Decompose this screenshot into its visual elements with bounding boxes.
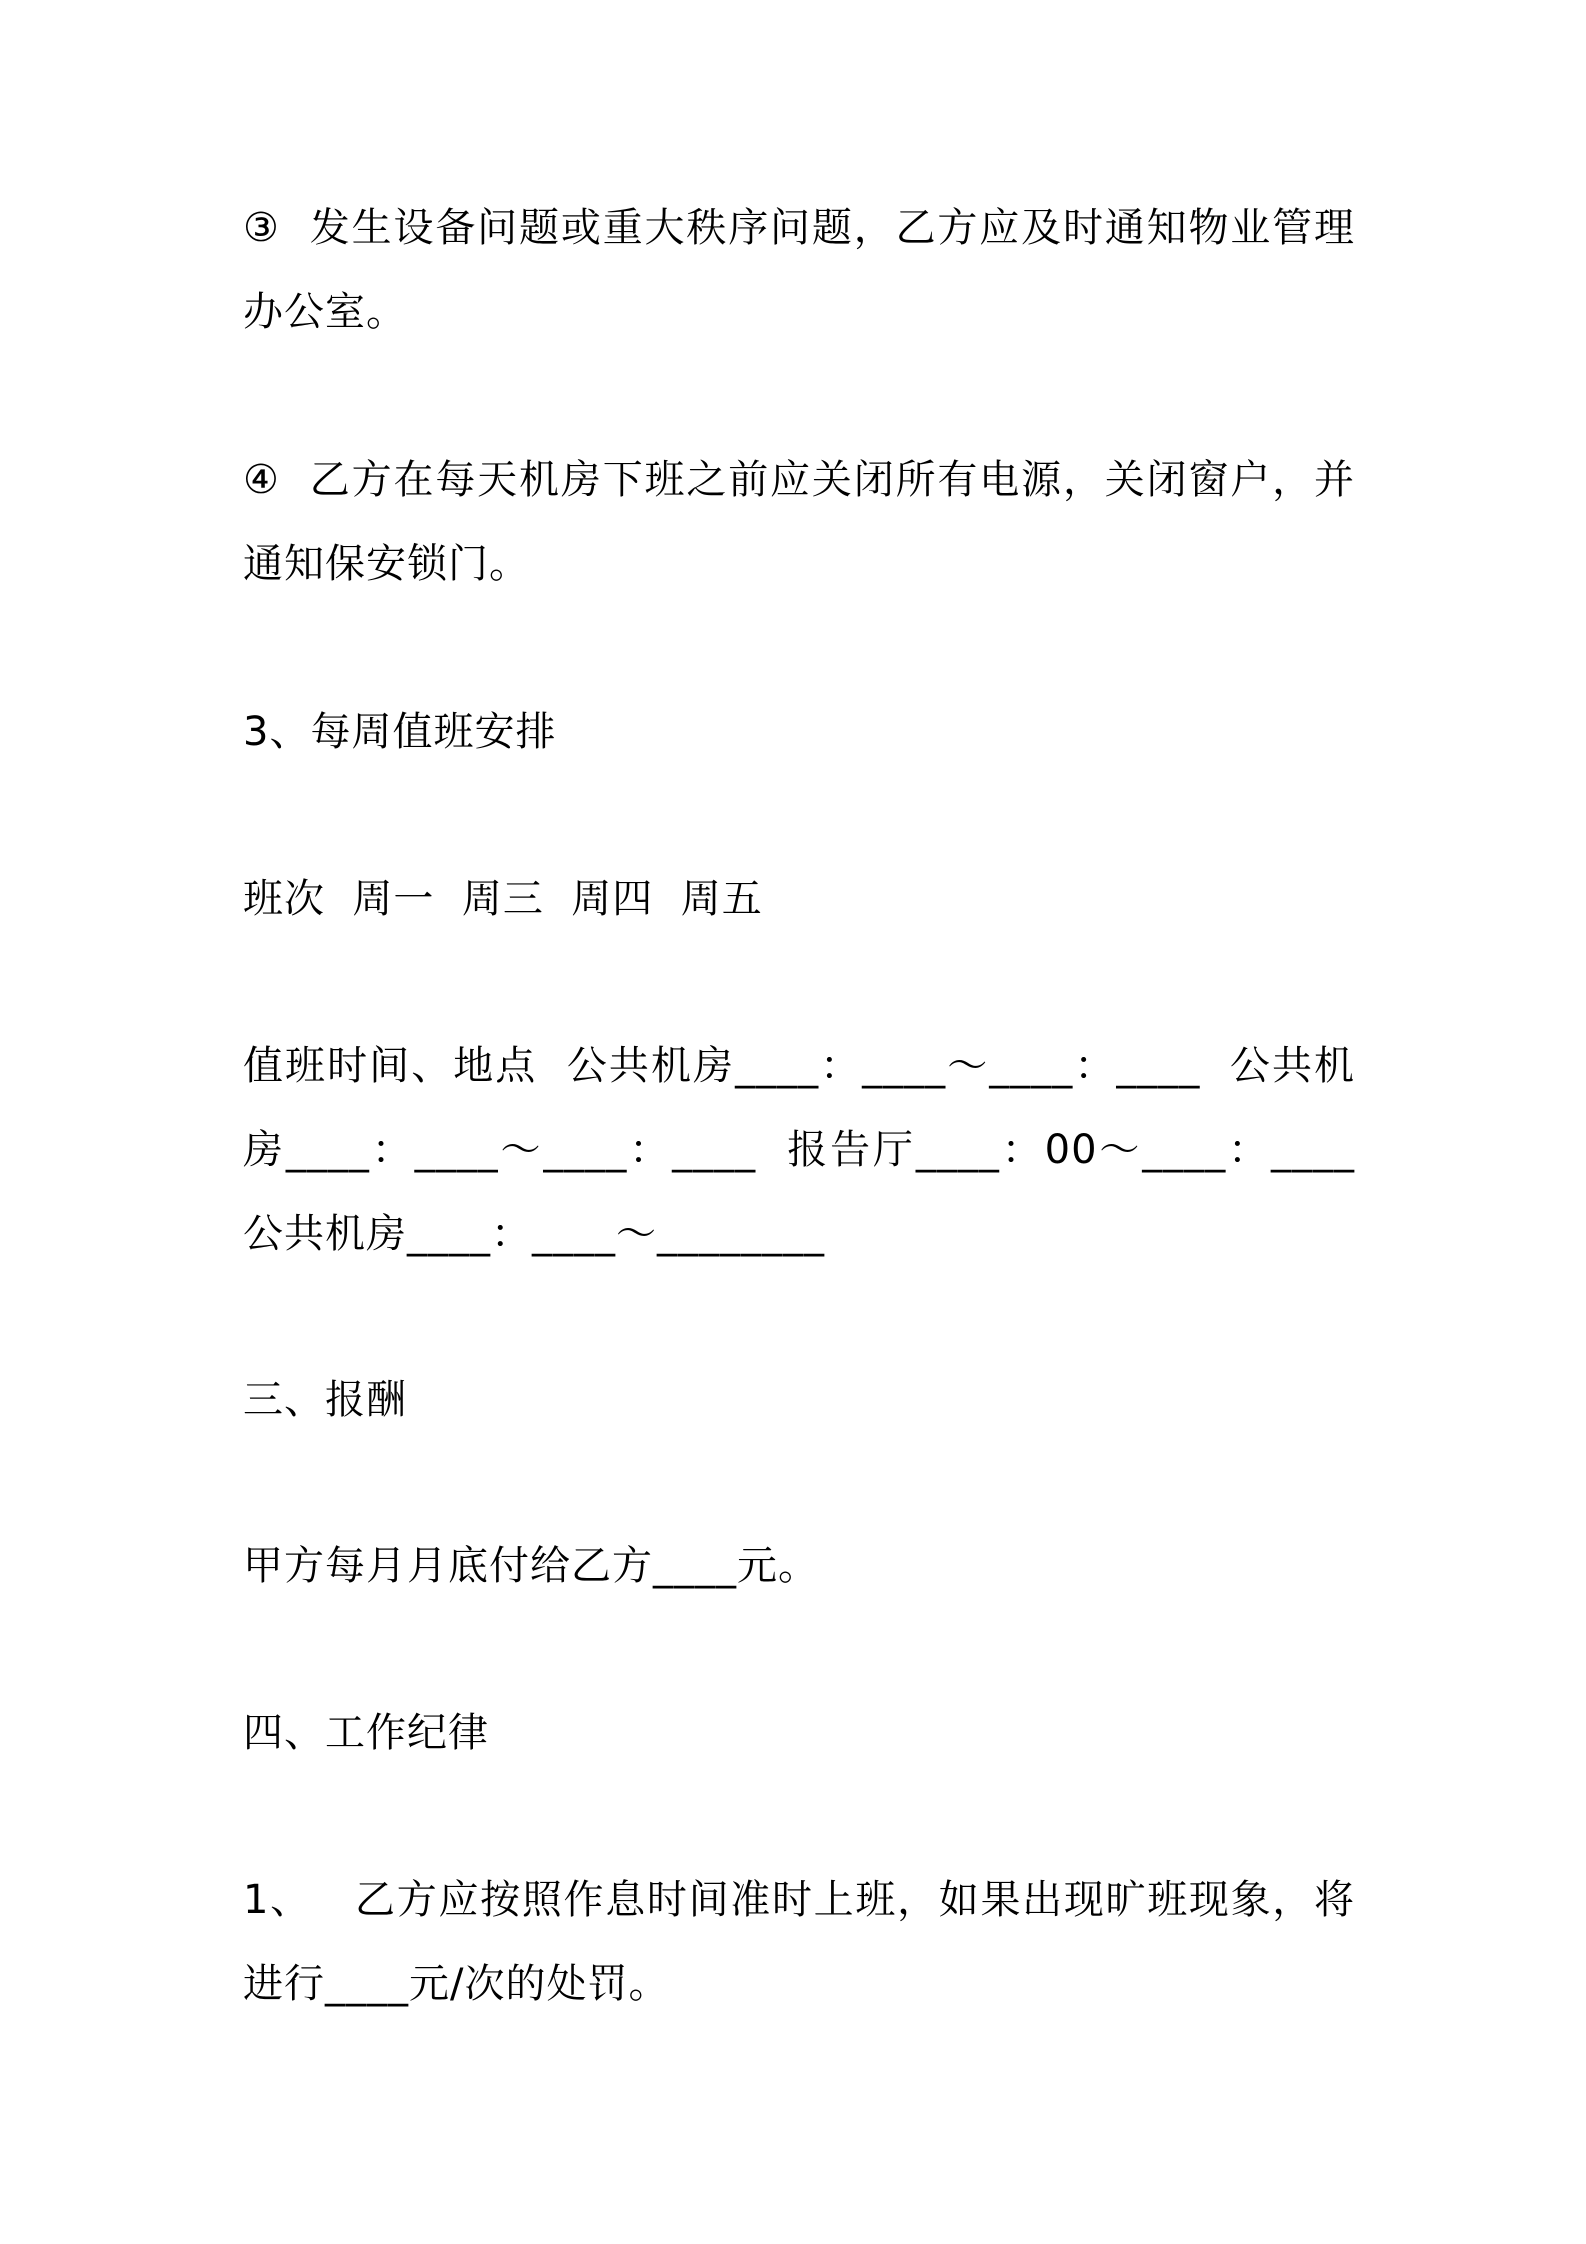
discipline-clause-1: 1、 乙方应按照作息时间准时上班，如果出现旷班现象，将进行____元/次的处罚。	[243, 1877, 1355, 2007]
clause-3-equipment-notice: ③ 发生设备问题或重大秩序问题，乙方应及时通知物业管理办公室。	[243, 205, 1355, 335]
schedule-time-location: 值班时间、地点 公共机房____：____～____：____ 公共机房____：____～____：____ 报告厅____：00～____：____公共机房____：____～________	[243, 1043, 1355, 1257]
section-heading-weekly-schedule: 3、每周值班安排	[243, 709, 557, 755]
clause-4-power-off: ④ 乙方在每天机房下班之前应关闭所有电源，关闭窗户，并通知保安锁门。	[243, 457, 1355, 587]
compensation-text: 甲方每月月底付给乙方____元。	[243, 1543, 819, 1589]
section-heading-compensation: 三、报酬	[243, 1377, 407, 1423]
schedule-header-row: 班次 周一 周三 周四 周五	[243, 876, 763, 922]
section-heading-work-discipline: 四、工作纪律	[243, 1710, 489, 1756]
